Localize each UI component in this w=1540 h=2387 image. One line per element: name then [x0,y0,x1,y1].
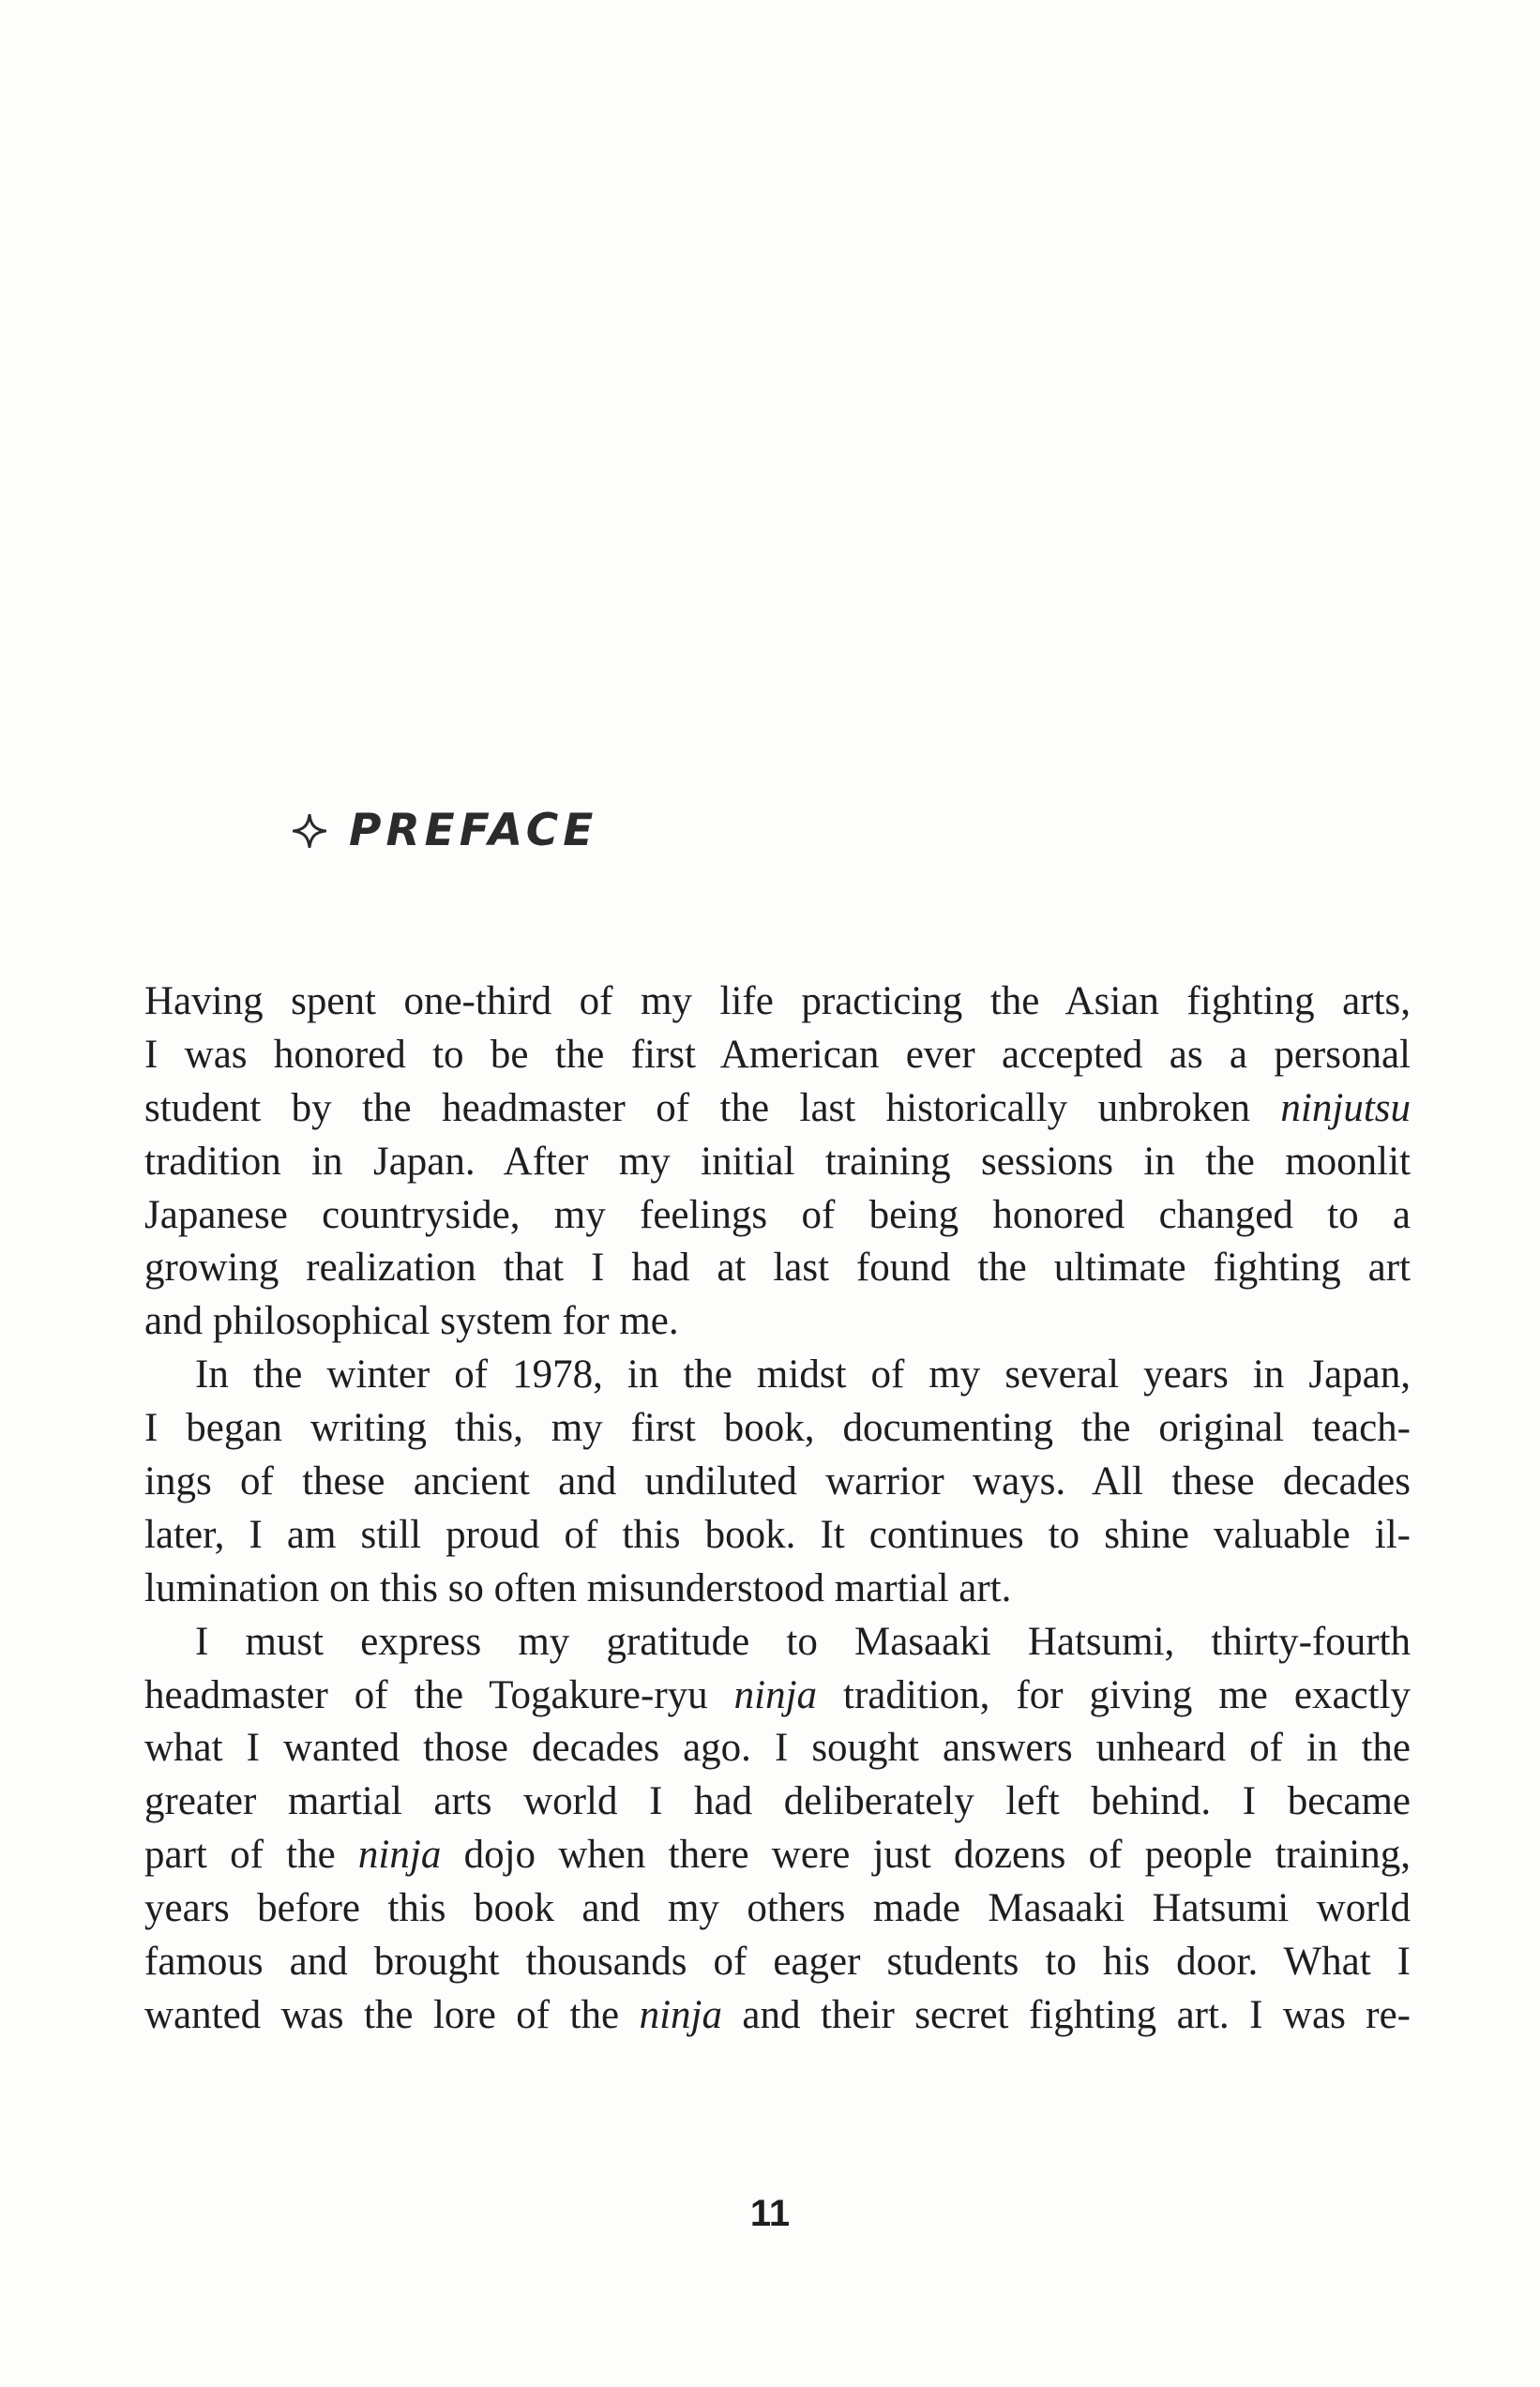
text-line: In the winter of 1978, in the midst of my several years in Japan, [195,1352,1411,1397]
text-line: and philosophical system for me. [144,1299,679,1344]
text-line: Japanese countryside, my feelings of being honored changed to a [144,1192,1411,1237]
text-line: Having spent one-third of my life practicing the Asian fighting arts, [144,979,1411,1023]
text-line: famous and brought thousands of eager students to his door. What I [144,1940,1411,1985]
text-line: headmaster of the Togakure-ryu ninja tradition, for giving me exactly [144,1672,1412,1717]
chapter-title: PREFACE [349,805,598,856]
preface-body [144,975,1411,2043]
italic-term: ninjutsu [1280,1085,1411,1130]
text-line: I must express my gratitude to Masaaki Hatsumi, thirty-fourth [195,1619,1411,1664]
italic-term: ninja [357,1833,442,1878]
text-line: later, I am still proud of this book. It continues to shine valuable il- [144,1512,1411,1557]
four-point-star-icon [293,814,326,848]
italic-term: ninja [733,1672,818,1717]
italic-term: ninja [639,1992,722,2037]
text-line: years before this book and my others made Masaaki Hatsumi world [144,1886,1411,1931]
text-line: tradition in Japan. After my initial training sessions in the moonlit [144,1139,1411,1184]
text-line: what I wanted those decades ago. I sought answers unheard of in the [144,1726,1411,1771]
text-line: greater martial arts world I had deliberately left behind. I became [144,1779,1411,1824]
text-line: lumination on this so often misunderstood martial art. [144,1565,1012,1610]
page-number: 11 [749,2193,791,2234]
text-line: I began writing this, my first book, documenting the original teach- [144,1406,1411,1451]
text-line: I was honored to be the first American ever accepted as a personal [144,1032,1411,1077]
text-line: growing realization that I had at last found the ultimate fighting art [144,1246,1411,1291]
chapter-heading [293,805,597,856]
text-line: ings of these ancient and undiluted warrior ways. All these decades [144,1459,1411,1504]
text-line: part of the ninja dojo when there were just dozens of people training, [144,1833,1412,1878]
text-line: student by the headmaster of the last historically unbroken ninjutsu [144,1085,1411,1130]
text-line: wanted was the lore of the ninja and their secret fighting art. I was re- [144,1992,1411,2037]
